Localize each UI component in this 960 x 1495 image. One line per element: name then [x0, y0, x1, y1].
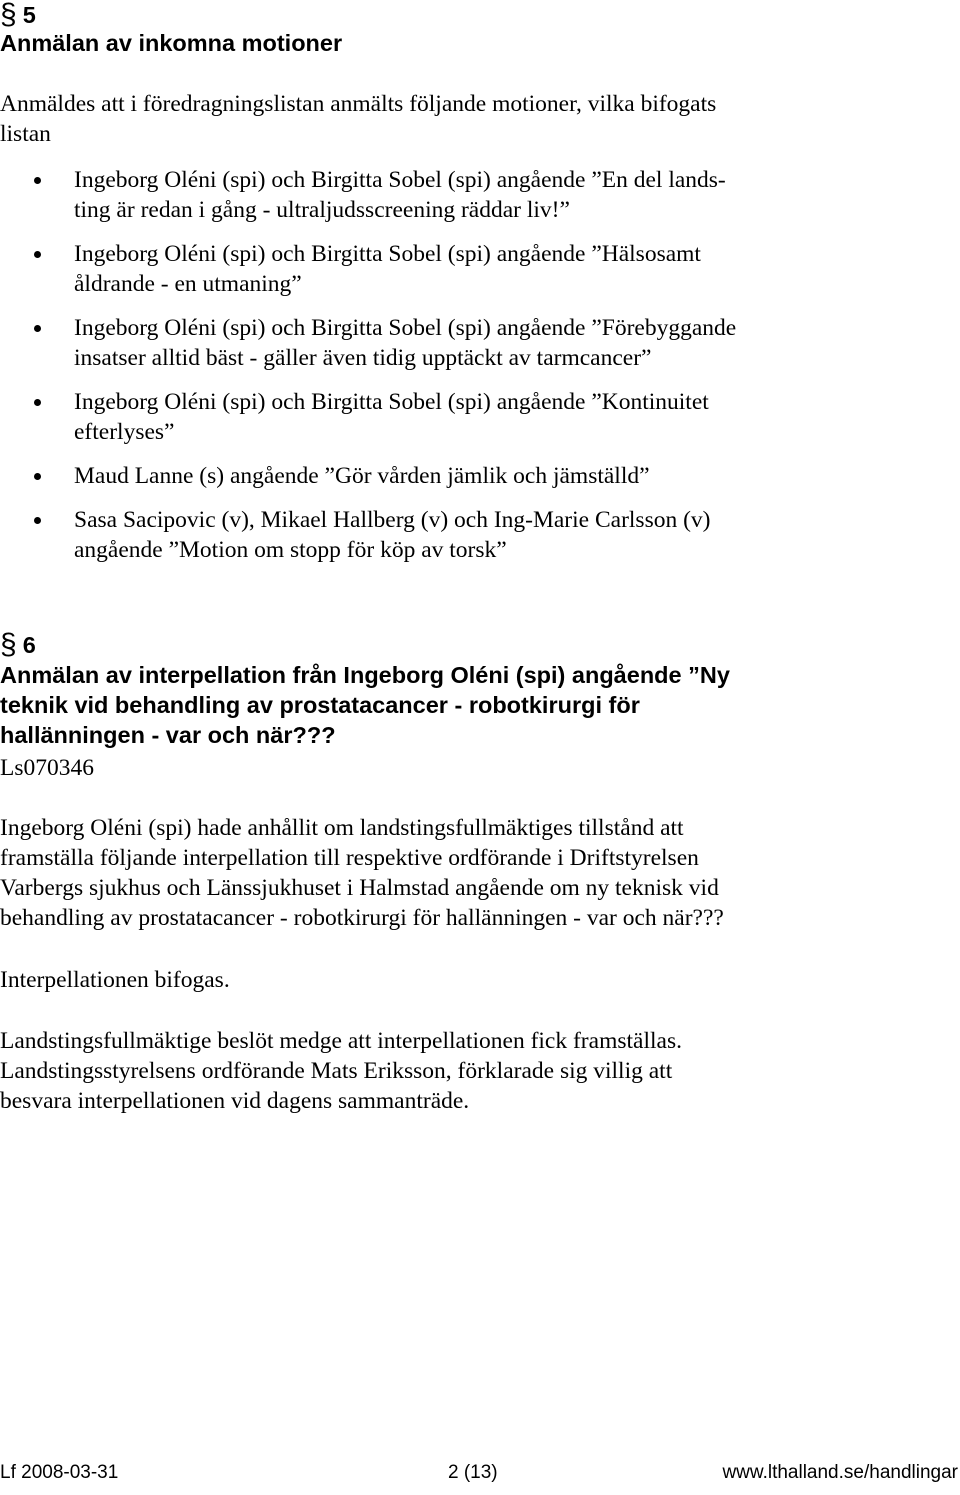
motion-line: Ingeborg Oléni (spi) och Birgitta Sobel (spi) angående ”Kontinuitet [74, 389, 709, 415]
section-5-title: Anmälan av inkomna motioner [0, 30, 343, 56]
intro-line: Anmäldes att i föredragningslistan anmälts följande motioner, vilka bifogats [0, 91, 717, 117]
footer-doc-ref: Lf 2008-03-31 [0, 1462, 119, 1483]
paragraph-line: Landstingsstyrelsens ordförande Mats Eriksson, förklarade sig villig att [0, 1058, 673, 1084]
paragraph-line: Varbergs sjukhus och Länssjukhuset i Halmstad angående om ny teknisk vid [0, 875, 719, 901]
bullet-icon [34, 399, 41, 406]
title-line: hallänningen - var och när??? [0, 722, 336, 748]
bullet-icon [34, 325, 41, 332]
paragraph-line: besvara interpellationen vid dagens sammanträde. [0, 1088, 470, 1114]
motion-line: Ingeborg Oléni (spi) och Birgitta Sobel (spi) angående ”En del lands- [74, 167, 726, 193]
bullet-icon [34, 251, 41, 258]
bullet-icon [34, 473, 41, 480]
section-6-number [0, 630, 36, 660]
paragraph-line: framställa följande interpellation till respektive ordförande i Driftstyrelsen [0, 845, 699, 871]
bullet-icon [34, 177, 41, 184]
title-line: teknik vid behandling av prostatacancer - robotkirurgi för [0, 692, 640, 718]
intro-line: listan [0, 121, 51, 147]
motion-line: efterlyses” [74, 419, 175, 445]
paragraph-line: Ingeborg Oléni (spi) hade anhållit om landstingsfullmäktiges tillstånd att [0, 815, 684, 841]
interpellation-paragraph [0, 813, 940, 933]
motion-item [0, 461, 840, 491]
bullet-icon [34, 517, 41, 524]
motion-line: insatser alltid bäst - gäller även tidig upptäckt av tarmcancer” [74, 345, 652, 371]
motion-item [0, 239, 840, 299]
footer-page-number: 2 (13) [448, 1462, 498, 1483]
section-6-title [0, 660, 940, 750]
motion-item [0, 505, 840, 565]
title-line: Anmälan av interpellation från Ingeborg Oléni (spi) angående ”Ny [0, 662, 730, 688]
paragraph-line: Landstingsfullmäktige beslöt medge att interpellationen fick framställas. [0, 1028, 682, 1054]
motion-list [0, 165, 840, 579]
paragraph-sign: § [0, 628, 17, 661]
section-5-intro [0, 89, 940, 149]
motion-line: Ingeborg Oléni (spi) och Birgitta Sobel (spi) angående ”Hälsosamt [74, 241, 701, 267]
motion-item [0, 165, 840, 225]
attachment-note: Interpellationen bifogas. [0, 967, 230, 993]
motion-line: ting är redan i gång - ultraljudsscreening räddar liv!” [74, 197, 570, 223]
motion-item [0, 313, 840, 373]
motion-line: åldrande - en utmaning” [74, 271, 302, 297]
section-5-number [0, 0, 36, 30]
paragraph-sign: § [0, 0, 17, 31]
motion-line: Sasa Sacipovic (v), Mikael Hallberg (v) och Ing-Marie Carlsson (v) [74, 507, 711, 533]
reference-number: Ls070346 [0, 755, 94, 781]
section-number: 5 [22, 2, 36, 28]
decision-paragraph [0, 1026, 940, 1116]
motion-line: Ingeborg Oléni (spi) och Birgitta Sobel (spi) angående ”Förebyggande [74, 315, 737, 341]
motion-line: Maud Lanne (s) angående ”Gör vården jämlik och jämställd” [74, 463, 650, 489]
motion-item [0, 387, 840, 447]
section-number: 6 [22, 632, 36, 658]
footer-url[interactable]: www.lthalland.se/handlingar [722, 1462, 958, 1483]
paragraph-line: behandling av prostatacancer - robotkirurgi för hallänningen - var och när??? [0, 905, 724, 931]
motion-line: angående ”Motion om stopp för köp av torsk” [74, 537, 507, 563]
